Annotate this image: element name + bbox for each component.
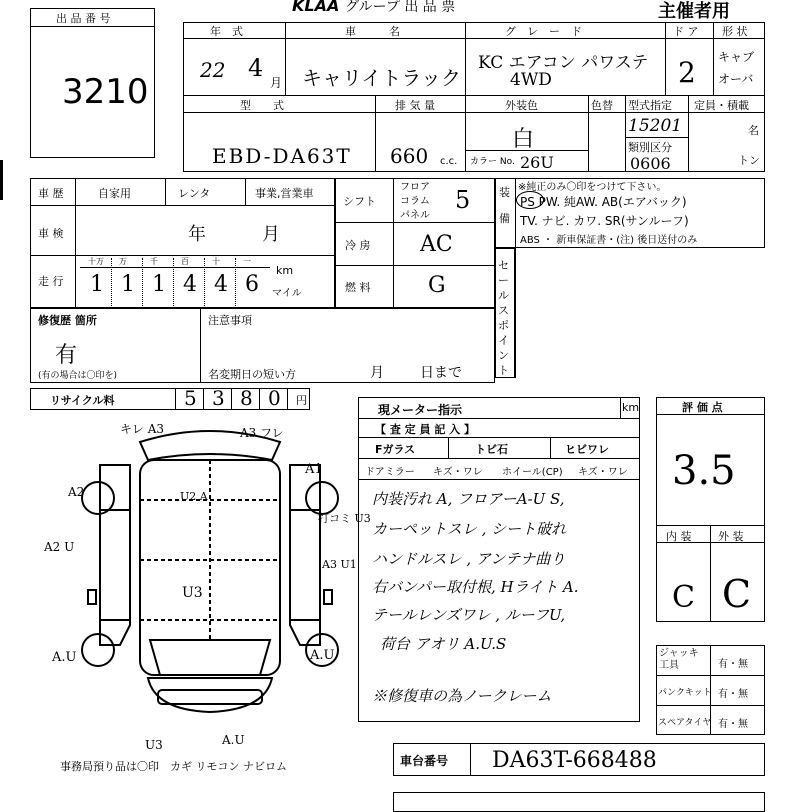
- diagram-mark-3: A1: [305, 462, 323, 477]
- fuel-value: G: [428, 273, 446, 298]
- mileage-unit-cell: 十万: [88, 257, 104, 266]
- recycle-digit: 3: [212, 386, 225, 410]
- inspection-year: 年: [188, 224, 206, 245]
- color-no-value: 26U: [520, 153, 554, 172]
- shape-value-2: オーバ: [718, 72, 754, 86]
- tool-jack-value[interactable]: 有・無: [718, 659, 748, 670]
- mileage-label: 走 行: [38, 275, 64, 288]
- repair-value: 有: [55, 343, 78, 368]
- tool-jack-label: ジャッキ工具: [659, 648, 699, 671]
- inspector-mirror[interactable]: ドアミラー: [365, 467, 415, 478]
- inspector-chip[interactable]: トビ石: [475, 443, 508, 456]
- shift-option-floor[interactable]: フロア: [400, 182, 430, 193]
- exterior-label: 外 装: [718, 530, 744, 543]
- grade-value-1: KC エアコン パワステ: [478, 53, 649, 73]
- interior-label: 内 装: [666, 530, 692, 543]
- repair-note: (有の場合は〇印を): [38, 371, 118, 381]
- capacity-unit-1: 名: [748, 124, 759, 137]
- recycle-digit: 8: [240, 386, 253, 410]
- grade-value-2: 4WD: [510, 70, 552, 90]
- capacity-unit-2: トン: [738, 154, 760, 167]
- inspector-crack[interactable]: ヒビワレ: [565, 443, 609, 456]
- month-value: 4: [248, 54, 264, 82]
- ac-label: 冷 房: [345, 239, 371, 252]
- exterior-color-label: 外装色: [505, 99, 538, 112]
- ps-circle-mark: [516, 191, 544, 209]
- recycle-label: リサイクル料: [50, 394, 115, 407]
- inspector-note-4: 右バンパー取付根, Hライト A.: [372, 578, 579, 596]
- month-unit: 月: [270, 76, 283, 90]
- inspector-wheel[interactable]: ホイール(CP): [502, 467, 563, 478]
- diagram-mark-1: キレ A3: [120, 422, 164, 436]
- name-change-label: 名変期日の短い方: [208, 368, 296, 381]
- recycle-digit: 5: [184, 386, 197, 410]
- interior-value: C: [672, 580, 695, 615]
- diagram-mark-9: A3 U1: [322, 558, 357, 571]
- mileage-digit: 4: [183, 272, 197, 297]
- equipment-line-1[interactable]: PS PW. 純AW. AB(エアバック): [520, 195, 687, 209]
- history-label: 車 歴: [38, 187, 64, 200]
- displacement-label: 排 気 量: [395, 99, 435, 112]
- diagram-mark-8: A.U: [52, 650, 77, 665]
- mileage-unit-cell: 千: [150, 257, 158, 266]
- meter-label: 現メーター指示: [378, 403, 463, 417]
- exterior-value: C: [722, 572, 752, 616]
- rating-label: 評 価 点: [682, 401, 723, 414]
- sales-point-label: セールスポイント: [498, 259, 509, 377]
- diagram-mark-5: A2 U: [44, 540, 75, 554]
- displacement-unit: c.c.: [440, 156, 458, 167]
- year-value: 22: [200, 58, 226, 82]
- diagram-mark-10: U3: [145, 738, 163, 752]
- color-swap-label: 色替: [591, 99, 613, 112]
- inspector-note-2: カーペットスレ , シート破れ: [372, 520, 567, 538]
- tool-punctkit-label: パンクキット: [658, 688, 712, 698]
- ac-value: AC: [420, 232, 453, 257]
- inspector-glass[interactable]: Fガラス: [375, 443, 416, 456]
- chassis-label: 車台番号: [400, 754, 449, 768]
- model-label: 型 式: [240, 99, 284, 112]
- repair-label: 修復歴 箇所: [38, 314, 97, 327]
- mileage-unit-mile: マイル: [272, 288, 302, 299]
- diagram-mark-12: A.U: [222, 733, 245, 747]
- diagram-mark-4: A2: [68, 485, 85, 499]
- lot-number-value: 3210: [62, 72, 149, 112]
- door-label: ド ア: [673, 25, 699, 38]
- tool-spare-label: スペアタイヤ: [658, 718, 712, 728]
- model-value: EBD-DA63T: [212, 144, 352, 168]
- name-label: 車 名: [345, 25, 400, 38]
- color-no-label: カラー No.: [470, 157, 515, 167]
- type-designation-value: 15201: [628, 116, 683, 136]
- category-value: 0606: [630, 154, 671, 173]
- inspector-title: 【 査 定 員 記 入 】: [375, 423, 475, 436]
- exterior-color-value: 白: [512, 127, 535, 152]
- header-group-text: グループ 出 品 票: [345, 0, 456, 15]
- mileage-unit-cell: 百: [181, 257, 189, 266]
- inspector-note-5: テールレンズワレ , ルーフU,: [372, 606, 566, 624]
- diagram-mark-11: A.U: [310, 648, 335, 663]
- mileage-digit: 6: [245, 272, 259, 297]
- fuel-label: 燃 料: [345, 281, 371, 294]
- capacity-label: 定員・積載: [694, 99, 749, 112]
- diagram-mark-7: U3: [182, 585, 203, 601]
- rating-score: 3.5: [672, 448, 736, 494]
- name-value: キャリイトラック: [302, 66, 461, 90]
- equipment-side-label: 装備: [499, 186, 510, 225]
- grade-label: グ レ ー ド: [505, 25, 582, 38]
- organizer-label: 主催者用: [658, 1, 730, 22]
- shift-label: シフト: [343, 195, 376, 208]
- diagram-mark-6: U2 A: [180, 490, 208, 503]
- name-change-day: 日まで: [420, 365, 462, 381]
- diagram-mark-13: 打コミ U3: [318, 512, 371, 525]
- inspector-note-1: 内装汚れ A, フロアーA-U S,: [372, 490, 565, 508]
- history-option-private[interactable]: 自家用: [98, 187, 131, 200]
- inspector-wheel-damage[interactable]: キズ・ワレ: [578, 467, 628, 478]
- recycle-unit: 円: [296, 394, 307, 407]
- mileage-unit-cell: 万: [119, 257, 127, 266]
- recycle-digit: 0: [268, 386, 281, 410]
- mileage-digit: 1: [121, 272, 135, 297]
- mileage-unit-cell: 十: [212, 257, 220, 266]
- diagram-mark-2: A3 フレ: [240, 426, 284, 440]
- mileage-unit-cell: 一: [243, 257, 251, 266]
- name-change-month: 月: [370, 365, 384, 381]
- door-value: 2: [678, 56, 696, 89]
- equipment-line-3[interactable]: ABS ・ 新車保証書・(注) 後日送付のみ: [520, 235, 698, 246]
- inspection-label: 車 検: [38, 227, 64, 240]
- equipment-line-2[interactable]: TV. ナビ. カワ. SR(サンルーフ): [520, 214, 689, 228]
- shape-label: 形 状: [722, 25, 748, 38]
- inspector-note-3: ハンドルスレ , アンテナ曲り: [372, 550, 566, 568]
- inspector-note-6: 荷台 アオリ A.U.S: [380, 635, 507, 653]
- inspection-month: 月: [262, 224, 280, 245]
- year-label: 年 式: [210, 25, 243, 38]
- chassis-value: DA63T-668488: [492, 748, 657, 773]
- shift-value: 5: [455, 186, 471, 214]
- type-designation-label: 型式指定: [628, 99, 672, 112]
- history-option-commercial[interactable]: 事業,営業車: [255, 187, 314, 200]
- equipment-note: ※純正のみ〇印をつけて下さい。: [518, 182, 667, 193]
- inspector-mirror-damage[interactable]: キズ・ワレ: [433, 467, 483, 478]
- shape-value-1: キャブ: [718, 50, 755, 64]
- history-option-rental[interactable]: レンタ: [178, 187, 211, 200]
- displacement-value: 660: [390, 144, 429, 168]
- mileage-digit: 1: [152, 272, 166, 297]
- category-label: 類別区分: [628, 141, 672, 154]
- tool-spare-value[interactable]: 有・無: [718, 719, 748, 730]
- mileage-digit: 4: [214, 272, 228, 297]
- lot-number-label: 出 品 番 号: [56, 12, 111, 25]
- shift-option-panel[interactable]: パネル: [400, 210, 430, 221]
- bottom-note: 事務局預り品は〇印 カギ リモコン ナビロム: [60, 760, 287, 773]
- brand-logo: KLAA: [292, 0, 340, 15]
- inspector-note-7: ※修復車の為ノークレーム: [372, 687, 552, 705]
- mileage-unit-km: km: [276, 264, 294, 277]
- remarks-label: 注意事項: [208, 314, 252, 327]
- shift-option-column[interactable]: コラム: [400, 196, 430, 207]
- tool-punctkit-value[interactable]: 有・無: [718, 689, 748, 700]
- meter-unit: km: [622, 401, 640, 414]
- mileage-digit: 1: [90, 272, 104, 297]
